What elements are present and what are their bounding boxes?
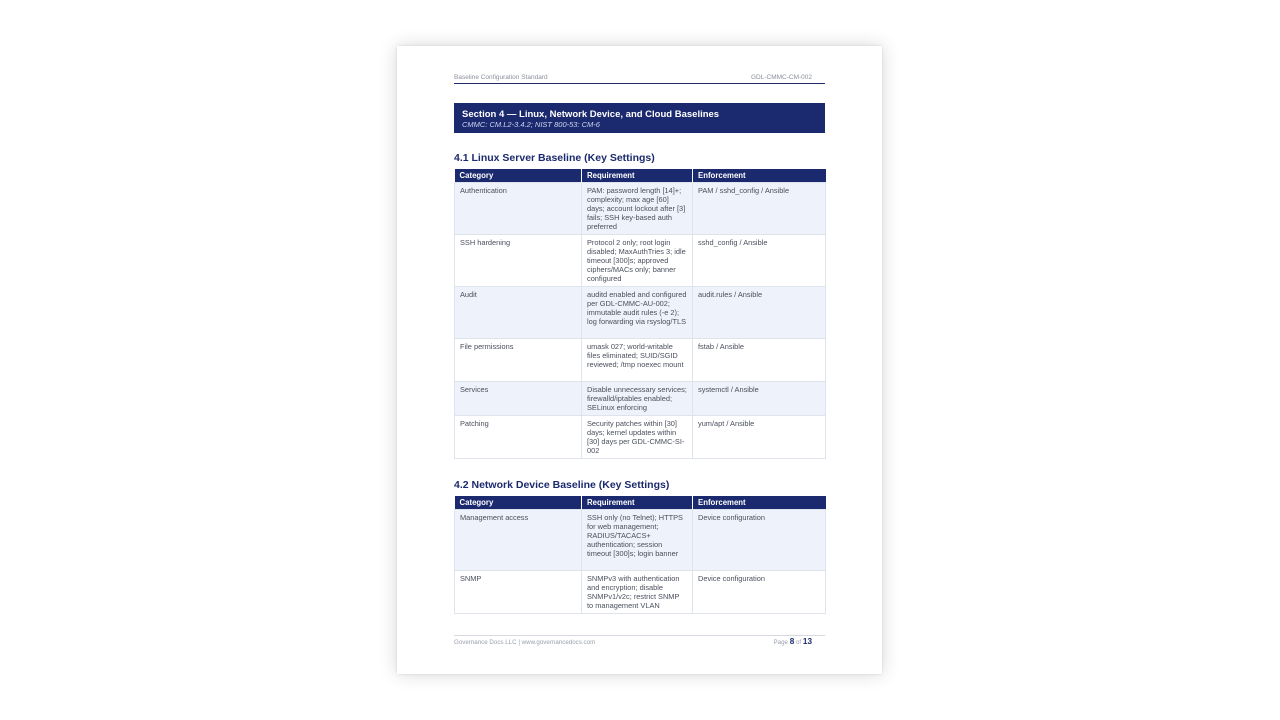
table-header-row: [455, 496, 826, 510]
linux-baseline-table: [454, 169, 826, 459]
footer-company: Governance Docs LLC | www.governancedocs.com: [454, 639, 596, 646]
table-row: [455, 183, 826, 235]
requirement-cell: umask 027; world-writable files eliminated; SUID/SGID reviewed; /tmp noexec mount: [582, 339, 693, 382]
network-baseline-heading: 4.2 Network Device Baseline (Key Settings): [454, 479, 670, 491]
requirement-cell: auditd enabled and configured per GDL-CMMC-AU-002; immutable audit rules (-e 2); log forwarding via rsyslog/TLS: [582, 287, 693, 339]
requirement-cell: SSH only (no Telnet); HTTPS for web management; RADIUS/TACACS+ authentication; session timeout [300]s; login banner: [582, 510, 693, 571]
header-doc-title: Baseline Configuration Standard: [454, 74, 548, 81]
requirement-cell: Security patches within [30] days; kernel updates within [30] days per GDL-CMMC-SI-002: [582, 416, 693, 459]
linux-baseline-heading: 4.1 Linux Server Baseline (Key Settings): [454, 152, 655, 164]
column-header-category: Category: [455, 169, 582, 183]
enforcement-cell: Device configuration: [693, 571, 826, 614]
table-row: [455, 571, 826, 614]
page-number: [774, 637, 813, 646]
document-page: [397, 46, 882, 674]
network-baseline-table: [454, 496, 826, 614]
category-cell: SSH hardening: [455, 235, 582, 287]
enforcement-cell: sshd_config / Ansible: [693, 235, 826, 287]
enforcement-cell: Device configuration: [693, 510, 826, 571]
enforcement-cell: yum/apt / Ansible: [693, 416, 826, 459]
page-label: Page: [773, 639, 788, 646]
requirement-cell: PAM: password length [14]+; complexity; max age [60] days; account lockout after [3] fails; SSH key-based auth preferred: [582, 183, 693, 235]
category-cell: Patching: [455, 416, 582, 459]
enforcement-cell: PAM / sshd_config / Ansible: [693, 183, 826, 235]
category-cell: Management access: [455, 510, 582, 571]
running-header: [454, 74, 825, 84]
table-row: [455, 287, 826, 339]
column-header-requirement: Requirement: [582, 169, 693, 183]
enforcement-cell: systemctl / Ansible: [693, 382, 826, 416]
category-cell: File permissions: [455, 339, 582, 382]
table-row: [455, 235, 826, 287]
requirement-cell: SNMPv3 with authentication and encryption; disable SNMPv1/v2c; restrict SNMP to management VLAN: [582, 571, 693, 614]
requirement-cell: Protocol 2 only; root login disabled; MaxAuthTries 3; idle timeout [300]s; approved ciphers/MACs only; banner configured: [582, 235, 693, 287]
section-title: Section 4 — Linux, Network Device, and Cloud Baselines: [462, 109, 720, 120]
page-of-label: of: [795, 639, 802, 646]
category-cell: Audit: [455, 287, 582, 339]
enforcement-cell: fstab / Ansible: [693, 339, 826, 382]
table-row: [455, 339, 826, 382]
category-cell: Authentication: [455, 183, 582, 235]
running-footer: [454, 635, 825, 649]
section-banner: [454, 103, 825, 133]
category-cell: SNMP: [455, 571, 582, 614]
enforcement-cell: audit.rules / Ansible: [693, 287, 826, 339]
column-header-enforcement: Enforcement: [693, 496, 826, 510]
column-header-enforcement: Enforcement: [693, 169, 826, 183]
table-row: [455, 510, 826, 571]
column-header-category: Category: [455, 496, 582, 510]
section-subtitle: CMMC: CM.L2-3.4.2; NIST 800-53: CM-6: [462, 120, 600, 129]
table-row: [455, 382, 826, 416]
table-row: [455, 416, 826, 459]
total-pages: 13: [802, 637, 812, 646]
column-header-requirement: Requirement: [582, 496, 693, 510]
category-cell: Services: [455, 382, 582, 416]
header-doc-id: GDL-CMMC-CM-002: [750, 74, 812, 81]
current-page: 8: [789, 637, 795, 646]
table-header-row: [455, 169, 826, 183]
requirement-cell: Disable unnecessary services; firewalld/iptables enabled; SELinux enforcing: [582, 382, 693, 416]
